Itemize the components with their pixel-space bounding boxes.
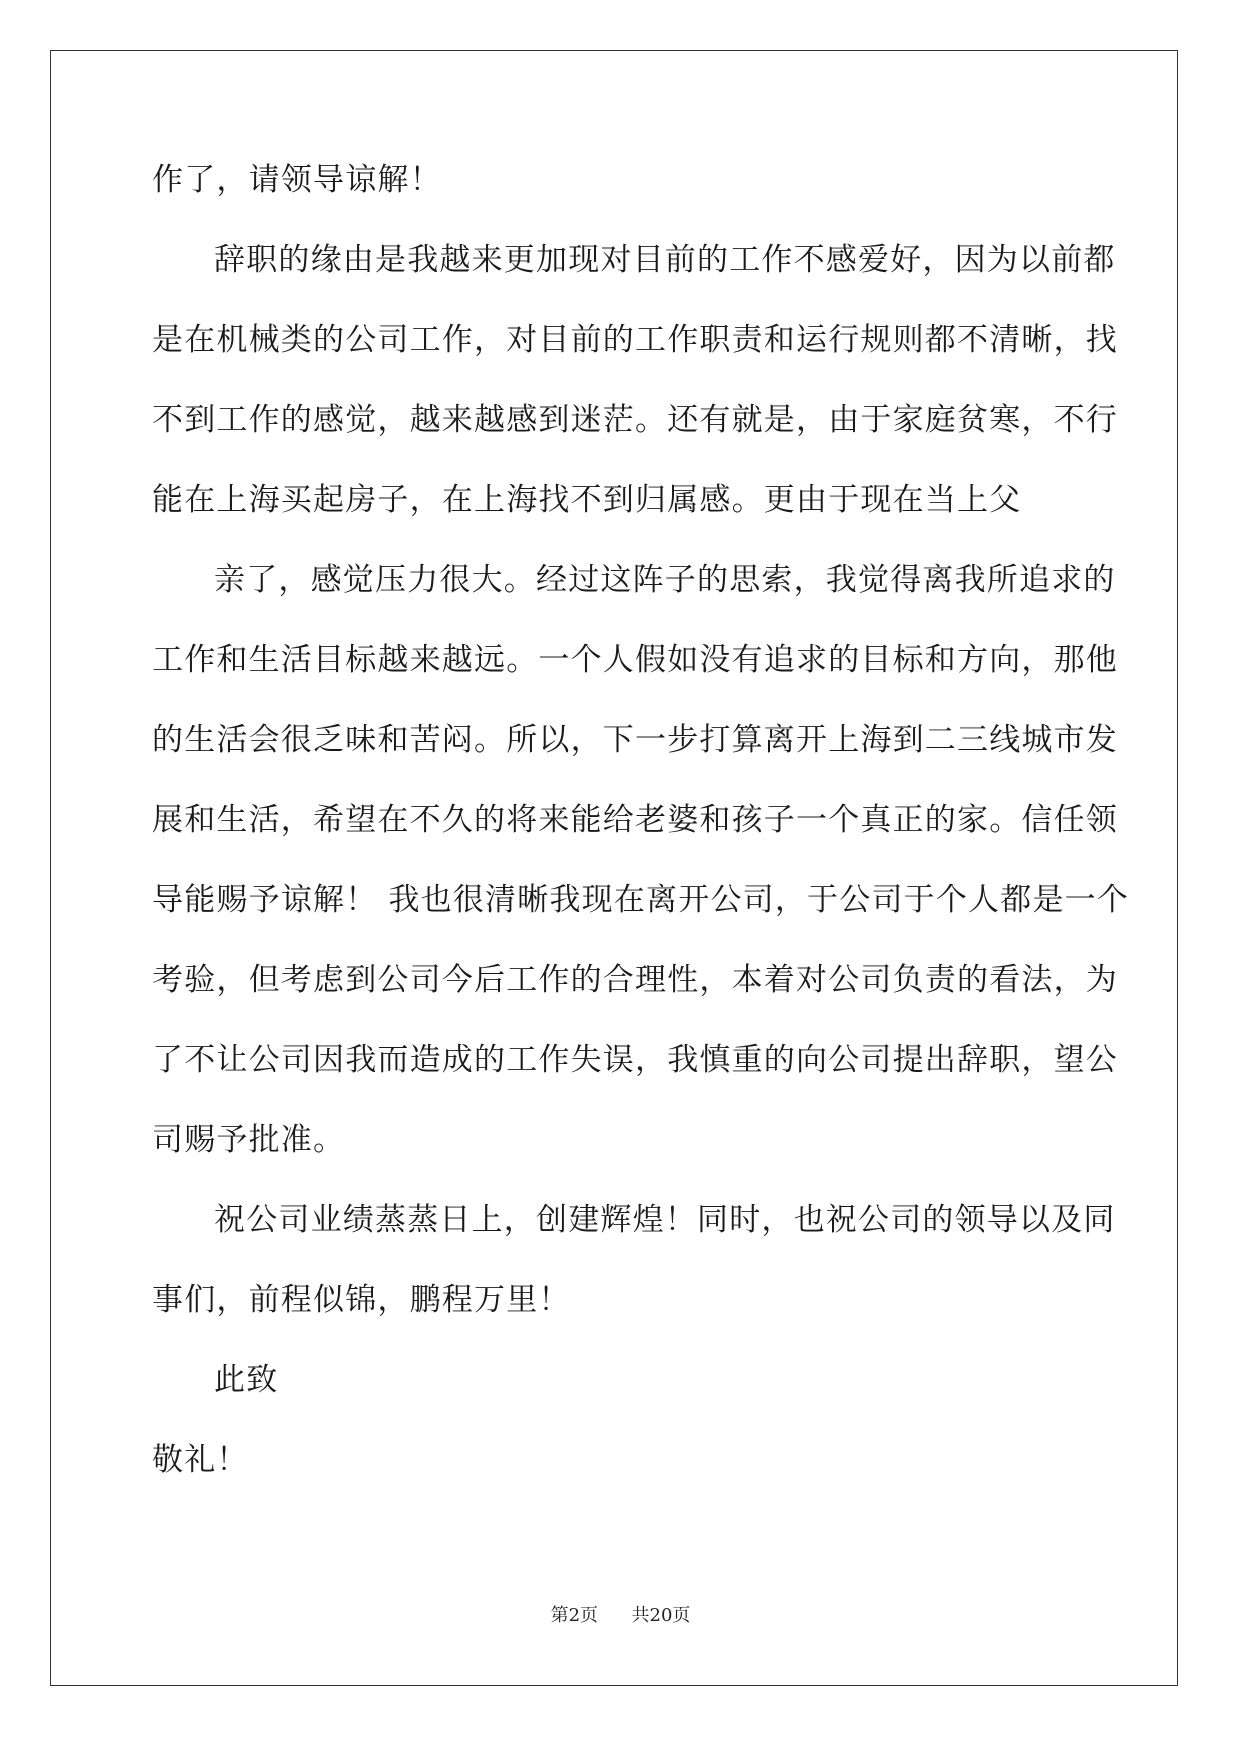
closing-salutation: 此致 xyxy=(214,1362,279,1398)
text-line: 祝公司业绩蒸蒸日上，创建辉煌！同时，也祝公司的领导以及同 xyxy=(214,1202,1116,1238)
text-line: 是在机械类的公司工作，对目前的工作职责和运行规则都不清晰，找 xyxy=(152,322,1118,358)
text-line: 展和生活，希望在不久的将来能给老婆和孩子一个真正的家。信任领 xyxy=(152,802,1118,838)
text-line: 了不让公司因我而造成的工作失误，我慎重的向公司提出辞职，望公 xyxy=(152,1042,1118,1078)
page-number: 第2页 xyxy=(550,1605,599,1626)
text-line: 导能赐予谅解！ 我也很清晰我现在离开公司，于公司于个人都是一个 xyxy=(152,882,1130,918)
text-line: 作了，请领导谅解！ xyxy=(152,162,442,198)
text-line: 事们，前程似锦，鹏程万里！ xyxy=(152,1282,571,1318)
page-footer xyxy=(0,1604,1241,1628)
text-line: 考验，但考虑到公司今后工作的合理性，本着对公司负责的看法，为 xyxy=(152,962,1118,998)
text-line: 不到工作的感觉，越来越感到迷茫。还有就是，由于家庭贫寒，不行 xyxy=(152,402,1118,438)
text-line: 的生活会很乏味和苦闷。所以，下一步打算离开上海到二三线城市发 xyxy=(152,722,1118,758)
closing-regards: 敬礼！ xyxy=(152,1442,249,1478)
text-line: 工作和生活目标越来越远。一个人假如没有追求的目标和方向，那他 xyxy=(152,642,1118,678)
text-line: 辞职的缘由是我越来更加现对目前的工作不感爱好，因为以前都 xyxy=(214,242,1116,278)
text-line: 亲了，感觉压力很大。经过这阵子的思索，我觉得离我所追求的 xyxy=(214,562,1116,598)
page-total: 共20页 xyxy=(631,1605,691,1626)
text-line: 司赐予批准。 xyxy=(152,1122,346,1158)
text-line: 能在上海买起房子，在上海找不到归属感。更由于现在当上父 xyxy=(152,482,1022,518)
